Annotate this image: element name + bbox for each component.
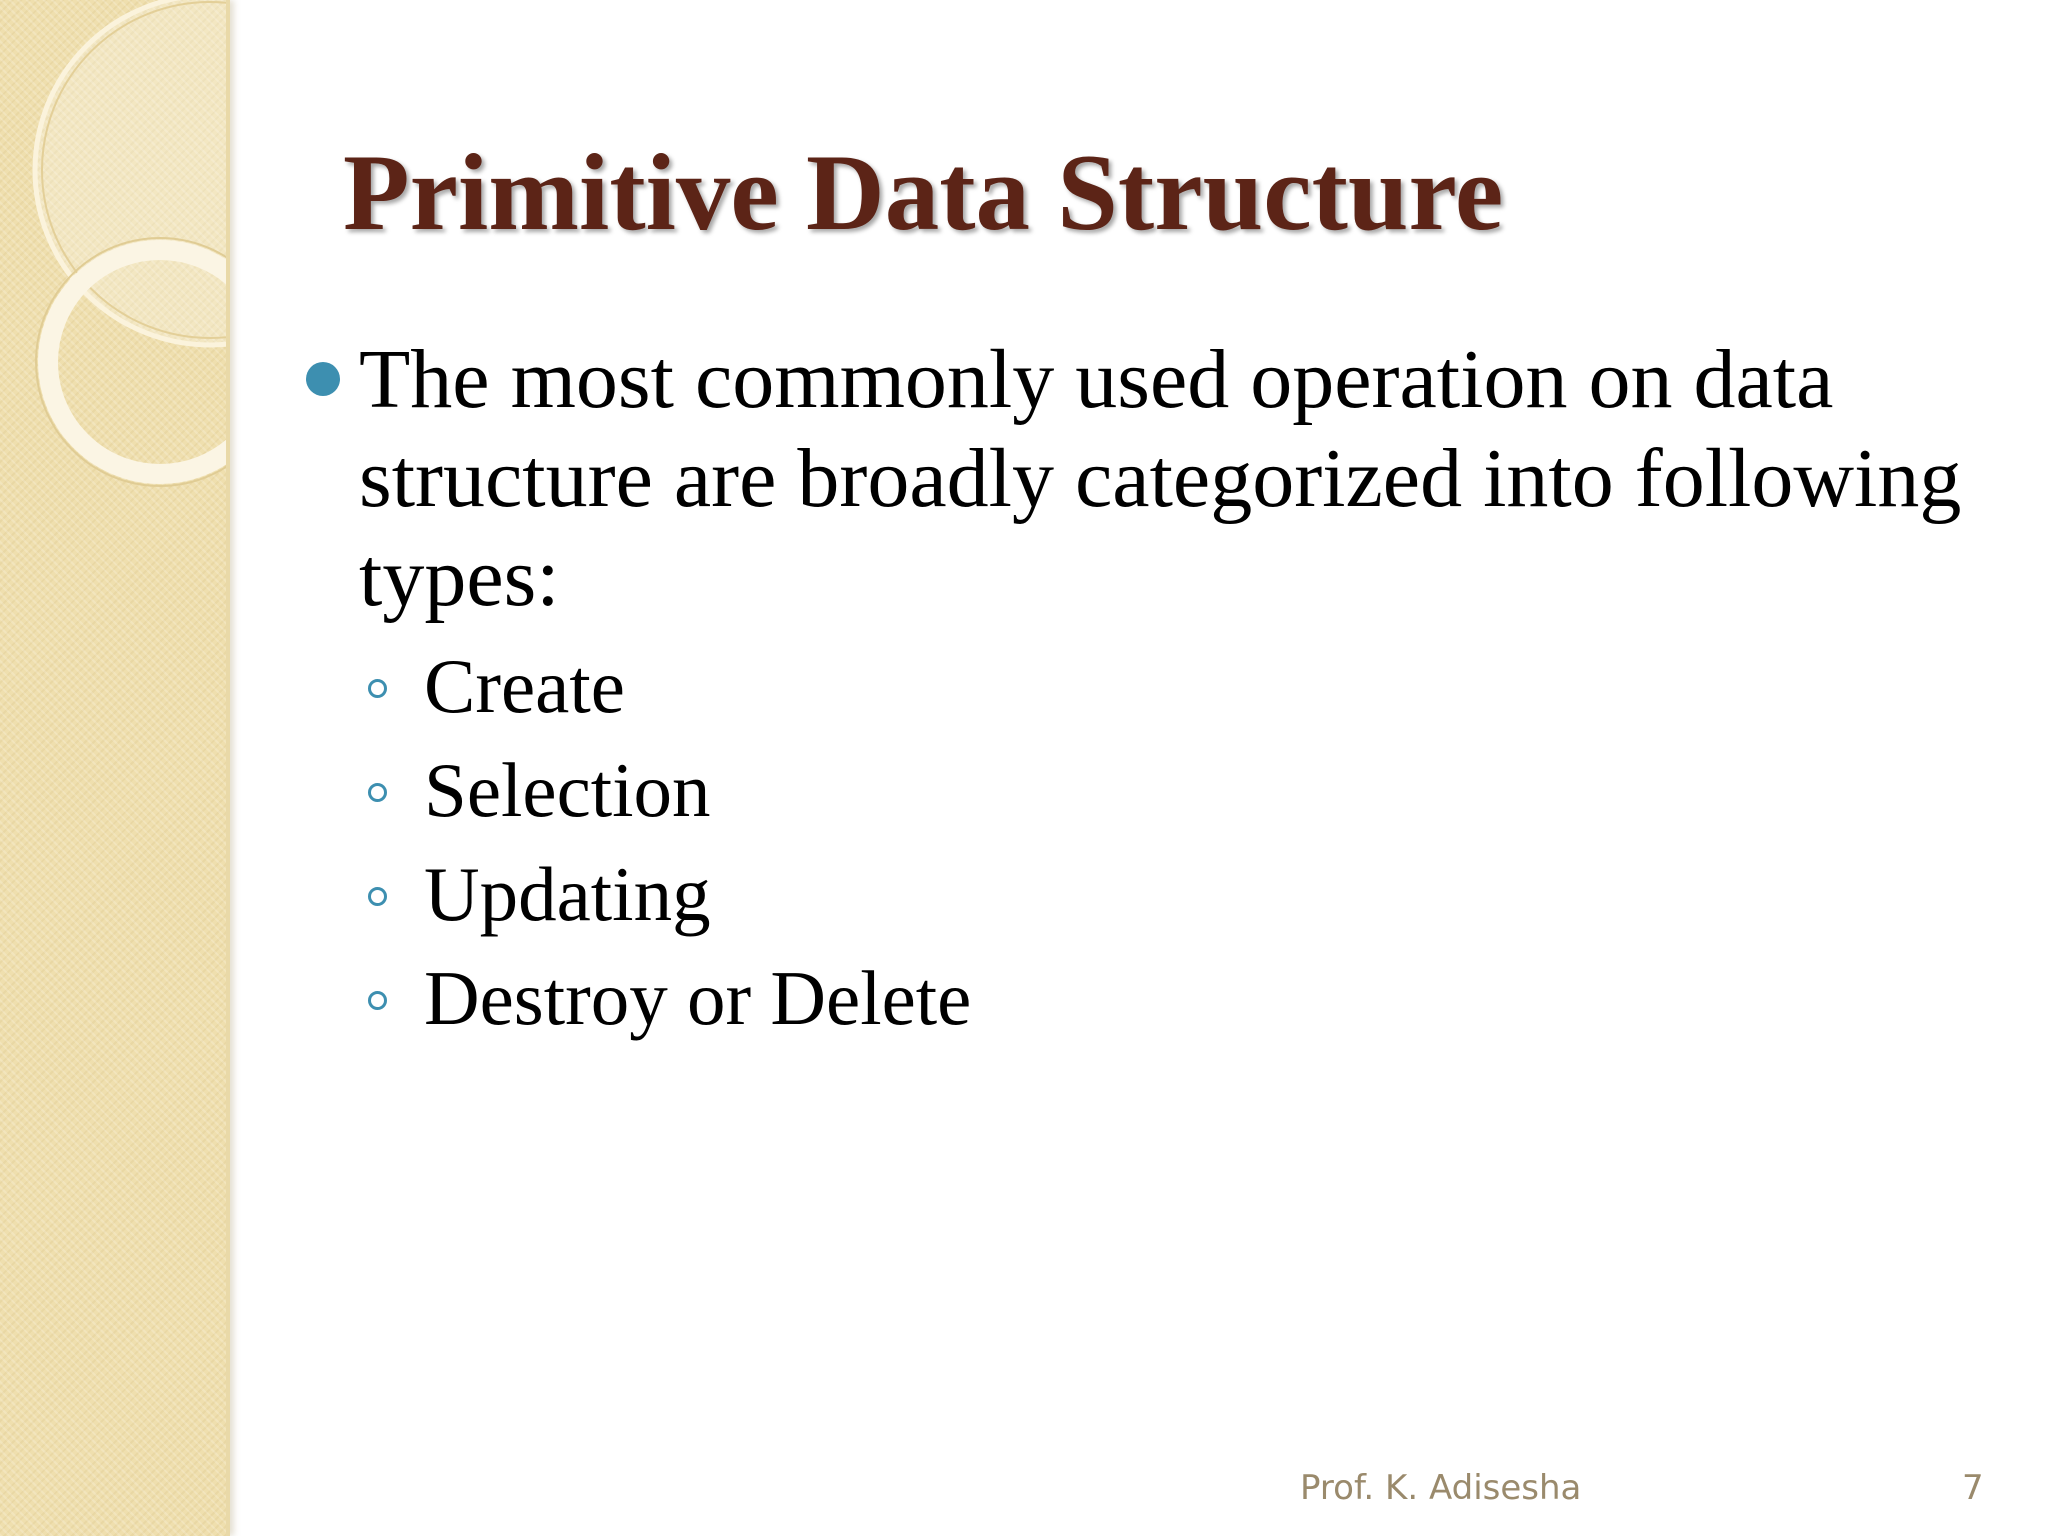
sub-item-label: Destroy or Delete — [424, 955, 972, 1041]
slide-title: Primitive Data Structure — [343, 132, 1504, 253]
main-bullet-text: The most commonly used operation on data structure are broadly categorized into following types: — [359, 333, 1962, 624]
list-item — [368, 634, 971, 738]
hollow-circle-bullet-icon — [368, 783, 387, 802]
hollow-circle-bullet-icon — [368, 679, 387, 698]
decorative-side-band — [0, 0, 230, 1536]
sub-item-label: Selection — [424, 747, 711, 833]
sub-bullet-list — [368, 634, 971, 1050]
hollow-circle-bullet-icon — [368, 991, 387, 1010]
bullet-dot-icon — [306, 362, 340, 396]
decorative-circles-icon — [0, 0, 226, 1536]
sub-item-label: Updating — [424, 851, 711, 937]
list-item — [368, 842, 971, 946]
sub-item-label: Create — [424, 643, 625, 729]
footer-author: Prof. K. Adisesha — [1300, 1468, 1582, 1508]
page-number: 7 — [1962, 1468, 1984, 1508]
hollow-circle-bullet-icon — [368, 887, 387, 906]
list-item — [368, 946, 971, 1050]
list-item — [368, 738, 971, 842]
